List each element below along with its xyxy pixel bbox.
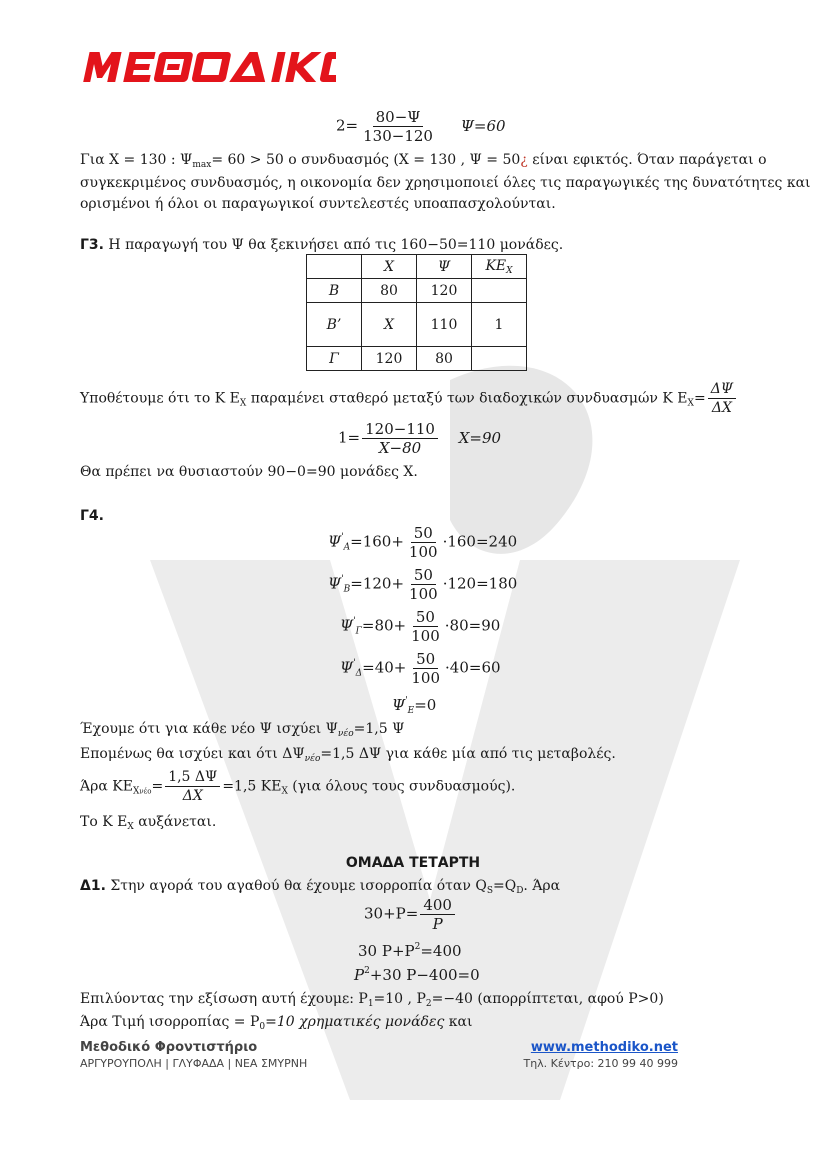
section-g3-intro: Γ3. Η παραγωγή του Ψ θα ξεκινήσει από τις 160−50=110 μονάδες. (80, 237, 564, 253)
statement-ke-increases: Το K $E_X$ αυξάνεται. (80, 814, 217, 832)
footer-locations: ΑΡΓΥΡΟΥΠΟΛΗ | ΓΛΥΦΑΔΑ | ΝΕΑ ΣΜΥΡΝΗ (80, 1057, 308, 1070)
table-cell: Β’ (307, 303, 362, 347)
table-cell (472, 347, 527, 371)
equation-psi-b: $\Psi'_B=120+$ $\frac{50}{100}$ ·120=180 (328, 566, 518, 603)
equation-x90: 1= $\frac{120-110}{X-80}$ X=90 (338, 420, 502, 457)
statement-ke-new: Άρα $KE_{X\nu έo}=$ $\frac{1,5 \Delta\Psi}{\Delta X}$ =1,5 $KE_X$ (για όλους τους συνδυασμούς). (80, 769, 516, 804)
group-title: ΟΜΑΔΑ ΤΕΤΑΡΤΗ (345, 855, 481, 871)
paragraph-line-2: συγκεκριμένος συνδυασμός, η οικονομία δεν χρησιμοποιεί όλες τις παραγωγικές της δυνατότητες και (80, 175, 811, 191)
table-cell: 1 (472, 303, 527, 347)
footer-phone: Τηλ. Κέντρο: 210 99 40 999 (523, 1057, 678, 1070)
logo-wordmark (78, 50, 336, 86)
equation-y60: 2= $\frac{80-\Psi}{130-120}$ Ψ=60 (336, 108, 506, 145)
table-cell: 120 (417, 279, 472, 303)
statement-new-psi: Έχουμε ότι για κάθε νέο Ψ ισχύει $\Psi_{\nu έo}=1,5$ Ψ (80, 721, 405, 739)
table-cell: Β (307, 279, 362, 303)
table-header-cell (307, 255, 362, 279)
table-cell: X (362, 303, 417, 347)
brand-logo (78, 50, 336, 90)
table-row (307, 303, 527, 347)
assumption-line: Υποθέτουμε ότι το K $E_X$ παραμένει σταθερό μεταξύ των διαδοχικών συνδυασμών K $E_X=$ $\frac{\Delta\Psi}{\Delta X}$ (80, 380, 738, 417)
table-cell: 110 (417, 303, 472, 347)
section-d1-intro: Δ1. Στην αγορά του αγαθού θα έχουμε ισορροπία όταν $Q_S=Q_D$. Άρα (80, 878, 561, 896)
equilibrium-price-line: Άρα Τιμή $\iota\sigma o\rho\rho o\pi ί\alpha\varsigma = P_0=10$ χρηματικές μονάδες και (80, 1014, 473, 1032)
table-cell (472, 279, 527, 303)
table-cell: 80 (362, 279, 417, 303)
table-row (307, 347, 527, 371)
equation-psi-g: $\Psi'_\Gamma=80+$ $\frac{50}{100}$ ·80=90 (340, 608, 501, 645)
paragraph-feasible: Για X = 130 : $\Psi_{max}= 60 > 50$ ο συνδυασμός (X = 130 , Ψ = 50¿ είναι εφικτός. Όταν παράγεται ο (80, 152, 767, 170)
footer-right (523, 1040, 678, 1070)
equation-equilibrium: 30+P= $\frac{400}{P}$ (364, 896, 457, 933)
ppf-table (306, 254, 527, 371)
statement-delta-psi: Επομένως θα ισχύει και ότι $\Delta\Psi_{\nu έo}=1,5$ ΔΨ για κάθε μία από τις μεταβολές. (80, 746, 616, 764)
equation-psi-d: $\Psi'_\Delta=40+$ $\frac{50}{100}$ ·40=60 (340, 650, 501, 687)
equation-quadratic-2: $P^2+30$ P−400=0 (354, 966, 480, 984)
sacrifice-line: Θα πρέπει να θυσιαστούν 90−0=90 μονάδες X. (80, 464, 418, 480)
equation-psi-a: $\Psi'_A=160+$ $\frac{50}{100}$ ·160=240 (328, 524, 518, 561)
equation-quadratic-1: 30 $P+P^2=400$ (358, 942, 462, 960)
table-row (307, 279, 527, 303)
section-g4-label: Γ4. (80, 508, 104, 524)
table-cell: Γ (307, 347, 362, 371)
solution-line: Επιλύοντας την εξίσωση αυτή έχουμε: $P_1=10$ , $P_2=-40$ (απορρίπτεται, αφού P>0) (80, 991, 664, 1009)
paragraph-line-3: ορισμένοι ή όλοι οι παραγωγικοί συντελεστές υποαπασχολούνται. (80, 196, 556, 212)
footer-left (80, 1040, 307, 1070)
table-cell: 120 (362, 347, 417, 371)
table-cell: 80 (417, 347, 472, 371)
table-header-cell: Ψ (417, 255, 472, 279)
footer-website-link[interactable]: www.methodiko.net (530, 1040, 678, 1055)
footer-company-name: Μεθοδικό Φροντιστήριο (80, 1040, 258, 1055)
equation-psi-e: $\Psi'_E=0$ (392, 696, 437, 716)
table-header-cell: $KE_X$ (472, 255, 527, 279)
table-header-cell: X (362, 255, 417, 279)
